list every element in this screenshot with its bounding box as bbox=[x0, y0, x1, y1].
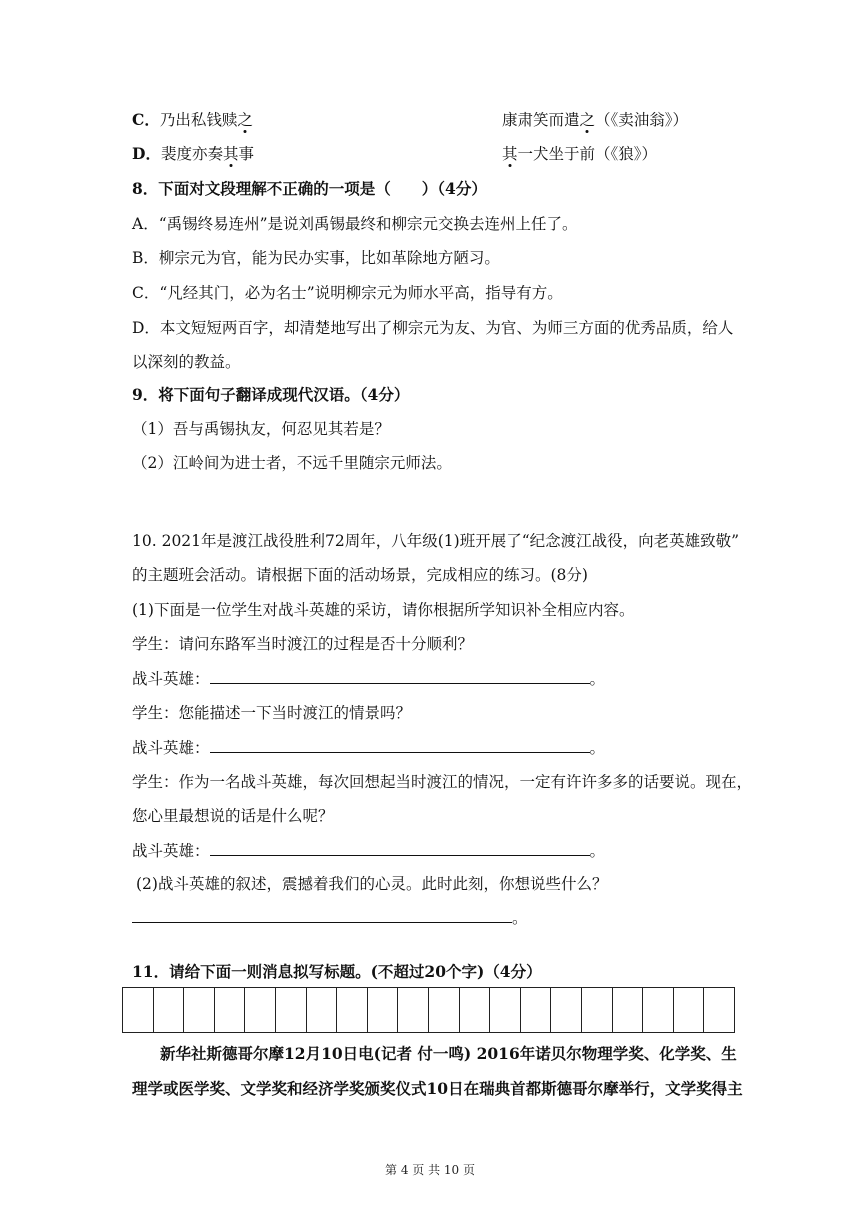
option-label: D． bbox=[132, 144, 161, 163]
q7-option-d bbox=[132, 143, 658, 165]
q10-student-question-3-cont: 您心里最想说的话是什么呢？ bbox=[132, 807, 334, 825]
q9-sentence-2: （2）江岭间为进士者，不远千里随宗元师法。 bbox=[132, 454, 452, 472]
q10-part-2: (2)战斗英雄的叙述，震撼着我们的心灵。此时此刻，你想说些什么？ bbox=[136, 875, 608, 893]
emphasis-char: 之 bbox=[579, 111, 596, 129]
option-text: 事 bbox=[238, 145, 254, 163]
option-text: 康肃笑而遣 bbox=[502, 111, 580, 129]
grid-cell[interactable] bbox=[520, 987, 552, 1033]
news-paragraph-1: 新华社斯德哥尔摩12月10日电(记者 付一鸣) 2016年诺贝尔物理学奖、化学奖、生 bbox=[160, 1044, 737, 1063]
emphasis-char: 其 bbox=[502, 145, 518, 163]
q11-stem: 11．请给下面一则消息拟写标题。(不超过20个字)（4分） bbox=[132, 962, 542, 981]
q8-option-c: C．“凡经其门，必为名士”说明柳宗元为师水平高，指导有方。 bbox=[132, 284, 563, 302]
grid-cell[interactable] bbox=[275, 987, 307, 1033]
grid-cell[interactable] bbox=[550, 987, 582, 1033]
grid-cell[interactable] bbox=[306, 987, 338, 1033]
q10-hero-answer-2 bbox=[132, 736, 605, 759]
q9-stem: 9．将下面句子翻译成现代汉语。（4分） bbox=[132, 385, 410, 404]
q7-option-c bbox=[132, 109, 689, 131]
grid-cell[interactable] bbox=[367, 987, 399, 1033]
grid-cell[interactable] bbox=[397, 987, 429, 1033]
grid-cell[interactable] bbox=[183, 987, 215, 1033]
grid-cell[interactable] bbox=[428, 987, 460, 1033]
q10-part-2-answer bbox=[132, 906, 528, 929]
grid-cell[interactable] bbox=[244, 987, 276, 1033]
option-right bbox=[502, 109, 688, 131]
answer-blank[interactable] bbox=[132, 906, 512, 923]
q9-sentence-1: （1）吾与禹锡执友，何忍见其若是？ bbox=[132, 420, 390, 438]
speaker-label: 战斗英雄： bbox=[132, 842, 210, 860]
option-right bbox=[502, 143, 657, 165]
q8-option-d: D．本文短短两百字，却清楚地写出了柳宗元为友、为官、为师三方面的优秀品质，给人 bbox=[132, 319, 734, 337]
answer-blank[interactable] bbox=[210, 736, 590, 753]
option-text: （《卖油翁》） bbox=[595, 111, 689, 129]
speaker-label: 战斗英雄： bbox=[132, 739, 210, 757]
q10-student-question-3: 学生：作为一名战斗英雄，每次回想起当时渡江的情况，一定有许许多多的话要说。现在， bbox=[132, 773, 753, 791]
q8-option-a: A．“禹锡终易连州”是说刘禹锡最终和柳宗元交换去连州上任了。 bbox=[132, 215, 578, 233]
grid-cell[interactable] bbox=[673, 987, 705, 1033]
option-label: C． bbox=[132, 110, 160, 129]
grid-cell[interactable] bbox=[122, 987, 154, 1033]
grid-cell[interactable] bbox=[581, 987, 613, 1033]
emphasis-char: 其 bbox=[222, 145, 239, 163]
q8-option-b: B．柳宗元为官，能为民办实事，比如革除地方陋习。 bbox=[132, 249, 500, 267]
page-footer: 第 4 页 共 10 页 bbox=[385, 1163, 475, 1177]
answer-blank[interactable] bbox=[210, 839, 590, 856]
grid-cell[interactable] bbox=[642, 987, 674, 1033]
q10-hero-answer-1 bbox=[132, 667, 605, 690]
grid-cell[interactable] bbox=[153, 987, 185, 1033]
punctuation: 。 bbox=[589, 739, 606, 757]
grid-cell[interactable] bbox=[703, 987, 735, 1033]
grid-cell[interactable] bbox=[489, 987, 521, 1033]
punctuation: 。 bbox=[512, 909, 528, 927]
punctuation: 。 bbox=[589, 842, 606, 860]
option-text: 乃出私钱赎 bbox=[159, 111, 238, 129]
option-text: 一犬坐于前（《狼》） bbox=[517, 145, 658, 163]
speaker-label: 战斗英雄： bbox=[132, 670, 210, 688]
q10-student-question-2: 学生：您能描述一下当时渡江的情景吗？ bbox=[132, 704, 412, 722]
grid-cell[interactable] bbox=[612, 987, 644, 1033]
q10-stem-2: 的主题班会活动。请根据下面的活动场景，完成相应的练习。(8分) bbox=[132, 566, 588, 584]
grid-cell[interactable] bbox=[459, 987, 491, 1033]
q10-hero-answer-3 bbox=[132, 839, 605, 862]
title-writing-grid[interactable] bbox=[122, 987, 735, 1033]
punctuation: 。 bbox=[589, 670, 606, 688]
grid-cell[interactable] bbox=[336, 987, 368, 1033]
q8-stem: 8．下面对文段理解不正确的一项是（ ）（4分） bbox=[132, 179, 487, 198]
grid-cell[interactable] bbox=[214, 987, 246, 1033]
news-paragraph-2: 理学或医学奖、文学奖和经济学奖颁奖仪式10日在瑞典首都斯德哥尔摩举行，文学奖得主 bbox=[132, 1079, 743, 1098]
option-text: 裴度亦奏 bbox=[160, 145, 223, 163]
q10-student-question-1: 学生：请问东路军当时渡江的过程是否十分顺利？ bbox=[132, 635, 474, 653]
answer-blank[interactable] bbox=[210, 667, 590, 684]
q8-option-d-cont: 以深刻的教益。 bbox=[132, 353, 241, 371]
q10-stem-1: 10. 2021年是渡江战役胜利72周年，八年级(1)班开展了“纪念渡江战役，向老英雄致敬” bbox=[132, 532, 740, 550]
q10-part-1: (1)下面是一位学生对战斗英雄的采访，请你根据所学知识补全相应内容。 bbox=[132, 601, 635, 619]
emphasis-char: 之 bbox=[237, 111, 253, 129]
